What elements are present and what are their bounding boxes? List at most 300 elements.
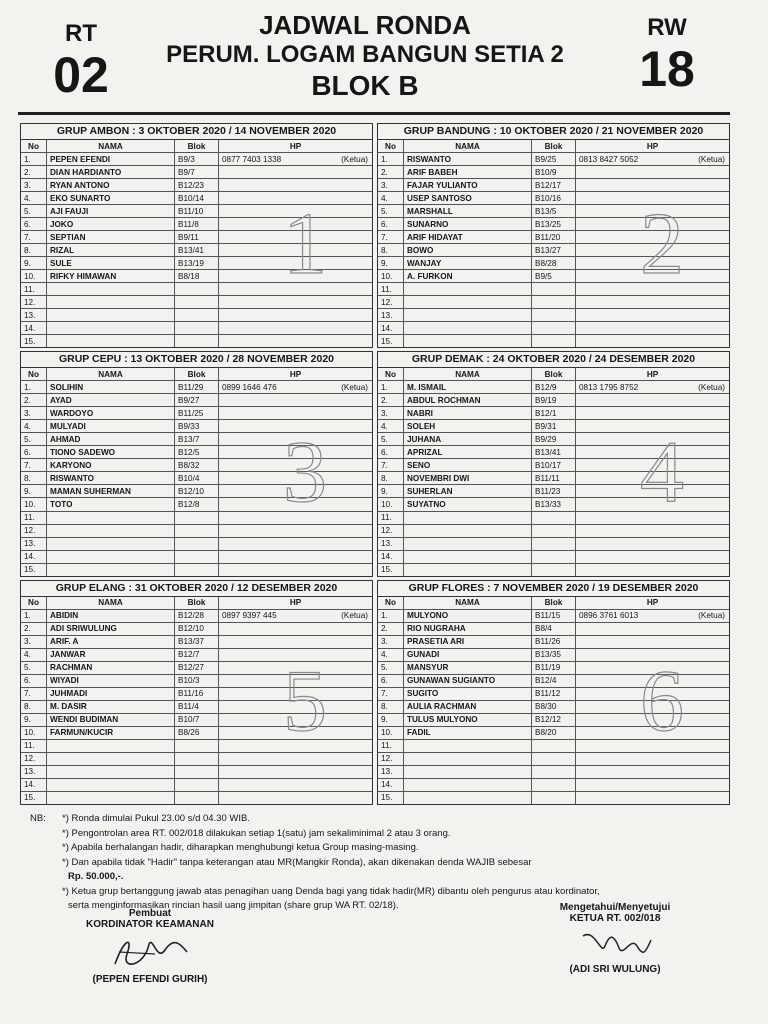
table-row — [378, 753, 729, 766]
table-row — [378, 714, 729, 727]
cell-nama: FARMUN/KUCIR — [47, 727, 175, 739]
cell-hp — [576, 779, 729, 791]
cell-hp — [219, 407, 372, 419]
rt-number: 02 — [53, 47, 109, 103]
cell-no: 9. — [378, 257, 404, 269]
col-header-no: No — [21, 368, 47, 380]
cell-hp — [576, 433, 729, 445]
cell-blok: B11/19 — [532, 662, 576, 674]
table-row — [21, 623, 372, 636]
table-row — [21, 218, 372, 231]
cell-blok: B12/17 — [532, 179, 576, 191]
cell-hp — [219, 153, 372, 165]
cell-no: 1. — [378, 610, 404, 622]
table-row — [378, 257, 729, 270]
table-row — [21, 472, 372, 485]
cell-hp — [576, 472, 729, 484]
cell-no: 14. — [21, 322, 47, 334]
cell-nama: WARDOYO — [47, 407, 175, 419]
group-title: GRUP BANDUNG : 10 OKTOBER 2020 / 21 NOVEMBER 2020 — [378, 124, 729, 140]
group-rows — [21, 597, 372, 804]
table-row — [378, 551, 729, 564]
cell-hp — [576, 649, 729, 661]
cell-nama — [47, 766, 175, 778]
cell-hp — [219, 525, 372, 537]
group-number-watermark: 2 — [640, 196, 684, 293]
cell-hp — [219, 420, 372, 432]
table-row — [21, 688, 372, 701]
table-row — [378, 701, 729, 714]
cell-blok: B13/41 — [175, 244, 219, 256]
cell-hp — [576, 407, 729, 419]
cell-blok — [175, 322, 219, 334]
col-header-no: No — [378, 597, 404, 609]
table-row — [378, 636, 729, 649]
cell-blok: B10/17 — [532, 459, 576, 471]
cell-blok: B8/20 — [532, 727, 576, 739]
signature-scribble-left — [105, 932, 195, 972]
cell-nama: ARIF HIDAYAT — [404, 231, 532, 243]
cell-no: 5. — [21, 433, 47, 445]
cell-no: 3. — [378, 407, 404, 419]
cell-no: 1. — [378, 153, 404, 165]
cell-hp — [219, 283, 372, 295]
table-row — [21, 446, 372, 459]
cell-no: 10. — [21, 498, 47, 510]
table-row — [21, 485, 372, 498]
note-item: *) Ronda dimulai Pukul 23.00 s/d 04.30 WIB. — [62, 813, 250, 824]
cell-blok: B12/9 — [532, 381, 576, 393]
cell-hp — [576, 394, 729, 406]
cell-blok: B9/29 — [532, 433, 576, 445]
cell-nama — [404, 779, 532, 791]
cell-hp — [219, 740, 372, 752]
cell-blok — [175, 525, 219, 537]
cell-nama: ABDUL ROCHMAN — [404, 394, 532, 406]
cell-blok — [532, 740, 576, 752]
cell-nama: RIO NUGRAHA — [404, 623, 532, 635]
cell-nama — [47, 512, 175, 524]
cell-blok — [175, 538, 219, 550]
table-row — [21, 636, 372, 649]
group-number-watermark: 4 — [640, 424, 684, 522]
col-header-blok: Blok — [175, 368, 219, 380]
cell-blok: B9/3 — [175, 153, 219, 165]
cell-blok — [532, 538, 576, 550]
signature-left-title: Pembuat — [128, 908, 172, 919]
cell-hp — [219, 257, 372, 269]
cell-blok — [175, 753, 219, 765]
hp-number: 0896 3761 6013 — [579, 611, 639, 621]
cell-hp — [576, 270, 729, 282]
cell-hp — [576, 727, 729, 739]
cell-hp — [219, 166, 372, 178]
cell-no: 2. — [378, 394, 404, 406]
cell-no: 9. — [21, 485, 47, 497]
cell-no: 15. — [21, 564, 47, 576]
cell-hp — [576, 420, 729, 432]
signature-right-name: (ADI SRI WULUNG) — [569, 964, 661, 975]
table-row — [21, 433, 372, 446]
cell-hp — [219, 675, 372, 687]
cell-blok: B12/28 — [175, 610, 219, 622]
cell-no: 9. — [21, 714, 47, 726]
cell-hp — [576, 714, 729, 726]
col-header-hp: HP — [289, 598, 302, 608]
cell-no: 12. — [378, 525, 404, 537]
cell-hp — [576, 564, 729, 576]
cell-hp — [576, 179, 729, 191]
group-table — [20, 580, 373, 805]
table-row — [378, 446, 729, 459]
table-row — [378, 153, 729, 166]
cell-blok — [532, 283, 576, 295]
cell-nama: SULE — [47, 257, 175, 269]
cell-nama — [47, 322, 175, 334]
cell-no: 11. — [378, 740, 404, 752]
table-row — [378, 498, 729, 511]
table-row — [378, 779, 729, 792]
table-row — [378, 244, 729, 257]
cell-nama — [47, 792, 175, 804]
group-rows — [378, 597, 729, 804]
cell-no: 5. — [21, 662, 47, 674]
cell-hp — [219, 714, 372, 726]
cell-no: 5. — [21, 205, 47, 217]
cell-blok: B12/8 — [175, 498, 219, 510]
cell-no: 7. — [378, 688, 404, 700]
note-item: *) Dan apabila tidak "Hadir" tanpa keterangan atau MR(Mangkir Ronda), akan dikenakan denda WAJIB sebesar — [62, 856, 532, 868]
cell-nama: NABRI — [404, 407, 532, 419]
table-row — [378, 283, 729, 296]
cell-hp — [219, 433, 372, 445]
table-row — [378, 675, 729, 688]
cell-blok: B9/25 — [532, 153, 576, 165]
cell-hp — [576, 381, 729, 393]
cell-nama: TIONO SADEWO — [47, 446, 175, 458]
cell-nama: ARIF BABEH — [404, 166, 532, 178]
cell-no: 13. — [378, 309, 404, 321]
table-row — [378, 381, 729, 394]
note-item: *) Apabila berhalangan hadir, diharapkan menghubungi ketua Group masing-masing. — [62, 842, 419, 853]
table-row — [378, 394, 729, 407]
cell-hp — [576, 218, 729, 230]
cell-no: 11. — [21, 283, 47, 295]
cell-nama: DIAN HARDIANTO — [47, 166, 175, 178]
rw-block — [622, 14, 712, 96]
cell-no: 7. — [378, 459, 404, 471]
cell-hp — [219, 179, 372, 191]
cell-blok: B13/5 — [532, 205, 576, 217]
cell-nama: TULUS MULYONO — [404, 714, 532, 726]
cell-blok: B11/23 — [532, 485, 576, 497]
cell-hp — [219, 244, 372, 256]
cell-nama — [47, 564, 175, 576]
cell-blok — [532, 309, 576, 321]
cell-nama: SUYATNO — [404, 498, 532, 510]
table-row — [21, 244, 372, 257]
cell-hp — [576, 322, 729, 334]
cell-hp — [219, 381, 372, 393]
cell-blok: B9/27 — [175, 394, 219, 406]
cell-blok — [532, 564, 576, 576]
cell-no: 1. — [21, 153, 47, 165]
cell-no: 8. — [21, 472, 47, 484]
hp-number: 0877 7403 1338 — [222, 154, 282, 164]
group-rows — [21, 368, 372, 575]
cell-hp — [576, 675, 729, 687]
cell-no: 7. — [21, 688, 47, 700]
cell-blok: B11/12 — [532, 688, 576, 700]
cell-blok: B11/4 — [175, 701, 219, 713]
table-row — [378, 512, 729, 525]
ketua-note: (Ketua) — [698, 611, 725, 621]
table-row — [21, 525, 372, 538]
cell-nama — [404, 564, 532, 576]
cell-nama: WIYADI — [47, 675, 175, 687]
group-table — [377, 351, 730, 576]
table-row — [378, 472, 729, 485]
cell-hp — [219, 649, 372, 661]
group-rows — [378, 140, 729, 347]
cell-blok: B10/3 — [175, 675, 219, 687]
cell-hp — [576, 538, 729, 550]
table-row — [378, 727, 729, 740]
cell-no: 4. — [378, 420, 404, 432]
col-header-blok: Blok — [175, 597, 219, 609]
cell-no: 1. — [21, 381, 47, 393]
cell-blok: B9/31 — [532, 420, 576, 432]
col-header-nama: NAMA — [47, 597, 175, 609]
cell-hp — [576, 166, 729, 178]
table-row — [378, 205, 729, 218]
cell-no: 3. — [21, 407, 47, 419]
cell-nama: MARSHALL — [404, 205, 532, 217]
page-title — [140, 10, 590, 102]
cell-hp — [219, 335, 372, 347]
cell-blok: B10/16 — [532, 192, 576, 204]
cell-hp — [576, 335, 729, 347]
cell-nama: SUNARNO — [404, 218, 532, 230]
cell-blok — [175, 766, 219, 778]
table-row — [378, 270, 729, 283]
col-header-blok: Blok — [175, 140, 219, 152]
cell-nama — [47, 296, 175, 308]
ketua-note: (Ketua) — [341, 382, 368, 392]
cell-no: 15. — [378, 335, 404, 347]
cell-no: 7. — [378, 231, 404, 243]
cell-blok: B10/14 — [175, 192, 219, 204]
cell-nama: ABIDIN — [47, 610, 175, 622]
ketua-note: (Ketua) — [341, 611, 368, 621]
table-row — [21, 309, 372, 322]
table-row — [378, 459, 729, 472]
cell-hp — [576, 257, 729, 269]
table-row — [378, 420, 729, 433]
cell-nama: SENO — [404, 459, 532, 471]
cell-nama: JANWAR — [47, 649, 175, 661]
rw-number: 18 — [639, 41, 695, 97]
header-divider — [18, 112, 730, 115]
cell-no: 8. — [378, 701, 404, 713]
cell-nama: SUGITO — [404, 688, 532, 700]
cell-nama: EKO SUNARTO — [47, 192, 175, 204]
group-title: GRUP AMBON : 3 OKTOBER 2020 / 14 NOVEMBER 2020 — [21, 124, 372, 140]
cell-blok — [175, 283, 219, 295]
table-row — [21, 727, 372, 740]
cell-nama: RISWANTO — [404, 153, 532, 165]
cell-blok: B13/37 — [175, 636, 219, 648]
title-line-2: PERUM. LOGAM BANGUN SETIA 2 — [166, 41, 564, 68]
cell-blok — [532, 792, 576, 804]
cell-hp — [219, 394, 372, 406]
cell-no: 14. — [378, 779, 404, 791]
col-header-no: No — [378, 140, 404, 152]
cell-hp — [576, 205, 729, 217]
table-row — [21, 205, 372, 218]
cell-blok — [532, 779, 576, 791]
group-table — [377, 123, 730, 348]
cell-blok — [175, 564, 219, 576]
cell-hp — [219, 623, 372, 635]
table-row — [378, 192, 729, 205]
table-row — [378, 688, 729, 701]
cell-hp — [576, 231, 729, 243]
table-row — [21, 420, 372, 433]
table-row — [378, 538, 729, 551]
cell-nama: A. FURKON — [404, 270, 532, 282]
cell-nama: JUHMADI — [47, 688, 175, 700]
cell-no: 4. — [21, 420, 47, 432]
cell-hp — [219, 538, 372, 550]
table-row — [378, 309, 729, 322]
table-row — [21, 270, 372, 283]
cell-blok — [175, 335, 219, 347]
cell-blok: B11/11 — [532, 472, 576, 484]
cell-hp — [219, 551, 372, 563]
signature-scribble-right — [575, 926, 655, 962]
cell-hp — [576, 792, 729, 804]
table-row — [378, 296, 729, 309]
cell-hp — [219, 701, 372, 713]
cell-nama: WANJAY — [404, 257, 532, 269]
signature-left-role: KORDINATOR KEAMANAN — [86, 919, 214, 930]
table-row — [21, 166, 372, 179]
table-row — [21, 740, 372, 753]
cell-blok: B9/19 — [532, 394, 576, 406]
group-number-watermark: 1 — [283, 196, 327, 293]
cell-nama: FAJAR YULIANTO — [404, 179, 532, 191]
cell-nama — [404, 766, 532, 778]
cell-nama: WENDI BUDIMAN — [47, 714, 175, 726]
table-row — [21, 394, 372, 407]
cell-blok — [532, 322, 576, 334]
cell-blok: B12/10 — [175, 485, 219, 497]
col-header-hp: HP — [646, 369, 659, 379]
table-header — [21, 368, 372, 381]
cell-hp — [576, 688, 729, 700]
cell-nama: AULIA RACHMAN — [404, 701, 532, 713]
cell-hp — [576, 636, 729, 648]
cell-blok: B13/35 — [532, 649, 576, 661]
cell-no: 3. — [378, 636, 404, 648]
col-header-blok: Blok — [532, 140, 576, 152]
notes-label: NB: — [30, 813, 46, 824]
cell-blok — [175, 740, 219, 752]
table-row — [21, 701, 372, 714]
table-row — [378, 231, 729, 244]
cell-blok — [175, 551, 219, 563]
cell-nama — [404, 525, 532, 537]
cell-blok: B8/32 — [175, 459, 219, 471]
group-rows — [21, 140, 372, 347]
cell-hp — [576, 623, 729, 635]
signature-right-role: KETUA RT. 002/018 — [569, 913, 661, 924]
cell-no: 6. — [21, 675, 47, 687]
cell-nama — [404, 512, 532, 524]
cell-no: 11. — [21, 740, 47, 752]
cell-hp — [576, 446, 729, 458]
notes-list — [30, 812, 730, 914]
cell-nama — [404, 322, 532, 334]
table-row — [21, 714, 372, 727]
table-row — [21, 231, 372, 244]
cell-no: 9. — [378, 714, 404, 726]
cell-nama: RIZAL — [47, 244, 175, 256]
cell-nama — [404, 335, 532, 347]
cell-no: 3. — [21, 179, 47, 191]
rw-label: RW — [647, 14, 687, 41]
table-row — [378, 649, 729, 662]
cell-nama: KARYONO — [47, 459, 175, 471]
cell-blok: B9/33 — [175, 420, 219, 432]
cell-hp — [219, 498, 372, 510]
cell-no: 12. — [21, 753, 47, 765]
cell-hp — [576, 740, 729, 752]
group-title: GRUP FLORES : 7 NOVEMBER 2020 / 19 DESEMBER 2020 — [378, 581, 729, 597]
cell-hp — [219, 766, 372, 778]
table-header — [378, 368, 729, 381]
group-table — [20, 123, 373, 348]
table-row — [378, 564, 729, 576]
cell-no: 10. — [21, 727, 47, 739]
cell-no: 2. — [21, 166, 47, 178]
hp-number: 0813 8427 5052 — [579, 154, 639, 164]
cell-no: 9. — [378, 485, 404, 497]
ketua-note: (Ketua) — [698, 382, 725, 392]
cell-blok — [532, 525, 576, 537]
cell-no: 6. — [21, 218, 47, 230]
note-item: *) Pengontrolan area RT. 002/018 dilakukan setiap 1(satu) jam sekaliminimal 2 atau 3 orang. — [62, 827, 451, 839]
cell-no: 15. — [378, 564, 404, 576]
cell-nama: AHMAD — [47, 433, 175, 445]
table-row — [378, 792, 729, 804]
cell-blok — [175, 792, 219, 804]
cell-hp — [219, 662, 372, 674]
cell-hp — [576, 525, 729, 537]
cell-no: 8. — [21, 244, 47, 256]
cell-no: 5. — [378, 205, 404, 217]
cell-nama: AYAD — [47, 394, 175, 406]
cell-no: 1. — [378, 381, 404, 393]
cell-no: 6. — [378, 446, 404, 458]
cell-nama — [47, 740, 175, 752]
cell-no: 13. — [378, 766, 404, 778]
cell-hp — [576, 153, 729, 165]
table-row — [21, 551, 372, 564]
col-header-nama: NAMA — [47, 140, 175, 152]
cell-hp — [576, 244, 729, 256]
